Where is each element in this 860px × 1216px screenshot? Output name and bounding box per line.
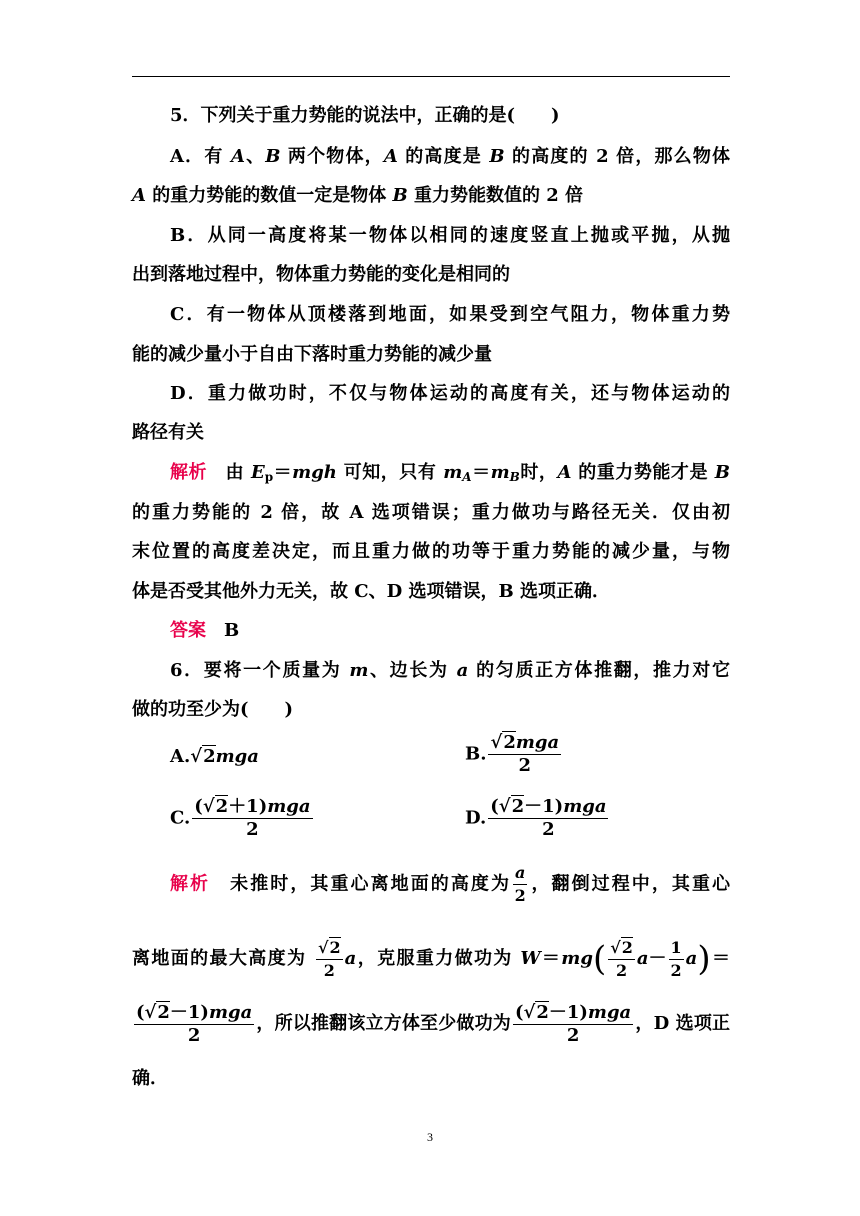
q5-option-b-line2: 出到落地过程中，物体重力势能的变化是相同的: [132, 264, 510, 285]
q6-option-a: A.√2mga: [170, 746, 259, 767]
q5-analysis-line1: 解析 由 Ep＝mgh 可知，只有 mA＝mB时，A 的重力势能才是 B: [170, 462, 731, 484]
q6-option-c: C. $\frac{\text{(√2＋1)mga}}{2}$: [170, 796, 311, 840]
q6-option-d: D. $\frac{\text{(√2－1)mga}}{2}$: [465, 796, 607, 840]
q5-analysis-line4: 体是否受其他外力无关，故 C、D 选项错误，B 选项正确．: [132, 581, 610, 602]
q5-answer: [170, 619, 730, 643]
q5-option-d-line1: D．重力做功时，不仅与物体运动的高度有关，还与物体运动的: [170, 383, 730, 404]
q5-option-c-line1: C．有一物体从顶楼落到地面，如果受到空气阻力，物体重力势: [170, 304, 730, 325]
q5-analysis-line2: 的重力势能的 2 倍，故 A 选项错误；重力做功与路径无关．仅由初: [132, 502, 730, 523]
q6-stem-line2: 做的功至少为( ): [132, 699, 294, 720]
q5-option-a-line2: A 的重力势能的数值一定是物体 B 重力势能数值的 2 倍: [132, 185, 584, 206]
answer-label: 答案: [170, 620, 206, 641]
q6-option-b: B. $\frac{\text{√2mga}}{2}$: [465, 732, 560, 776]
q6-stem-line1: 6．要将一个质量为 m、边长为 a 的匀质正方体推翻，推力对它: [170, 660, 730, 681]
q6-analysis-line3: $\frac{\text{(√2－1)mga}}{2}$ ，所以推翻该立方体至少做功为 $\frac{\text{(√2－1)mga}}{2}$ ，D 选项正: [136, 1001, 730, 1046]
q6-analysis-line1: 解析 未推时，其重心离地面的高度为 $\frac{a}{2}$ ，翻倒过程中，其重心: [170, 863, 731, 905]
q5-option-a-line1: A．有 A、B 两个物体，A 的高度是 B 的高度的 2 倍，那么物体: [170, 146, 731, 167]
answer-value: B: [224, 620, 240, 641]
q6-analysis-line2: 离地面的最大高度为 $\frac{√2}{2}$ a，克服重力做功为 W＝mg( $\frac{√2}{2}$ a－ $\frac{1}{2}$ a)＝: [132, 937, 730, 980]
q5-stem: 5．下列关于重力势能的说法中，正确的是( ): [170, 105, 560, 126]
q6-analysis-line4: 确．: [132, 1068, 168, 1089]
q5-option-b-line1: B．从同一高度将某一物体以相同的速度竖直上抛或平抛，从抛: [170, 225, 730, 246]
header-rule: [132, 76, 730, 77]
q6-analysis-label: 解析: [170, 873, 211, 895]
q5-option-c-line2: 能的减少量小于自由下落时重力势能的减少量: [132, 344, 492, 365]
page-number: 3: [427, 1130, 433, 1144]
q5-option-d-line2: 路径有关: [132, 422, 204, 443]
analysis-label: 解析: [170, 462, 208, 483]
q5-analysis-line3: 末位置的高度差决定，而且重力做的功等于重力势能的减少量，与物: [132, 541, 730, 562]
